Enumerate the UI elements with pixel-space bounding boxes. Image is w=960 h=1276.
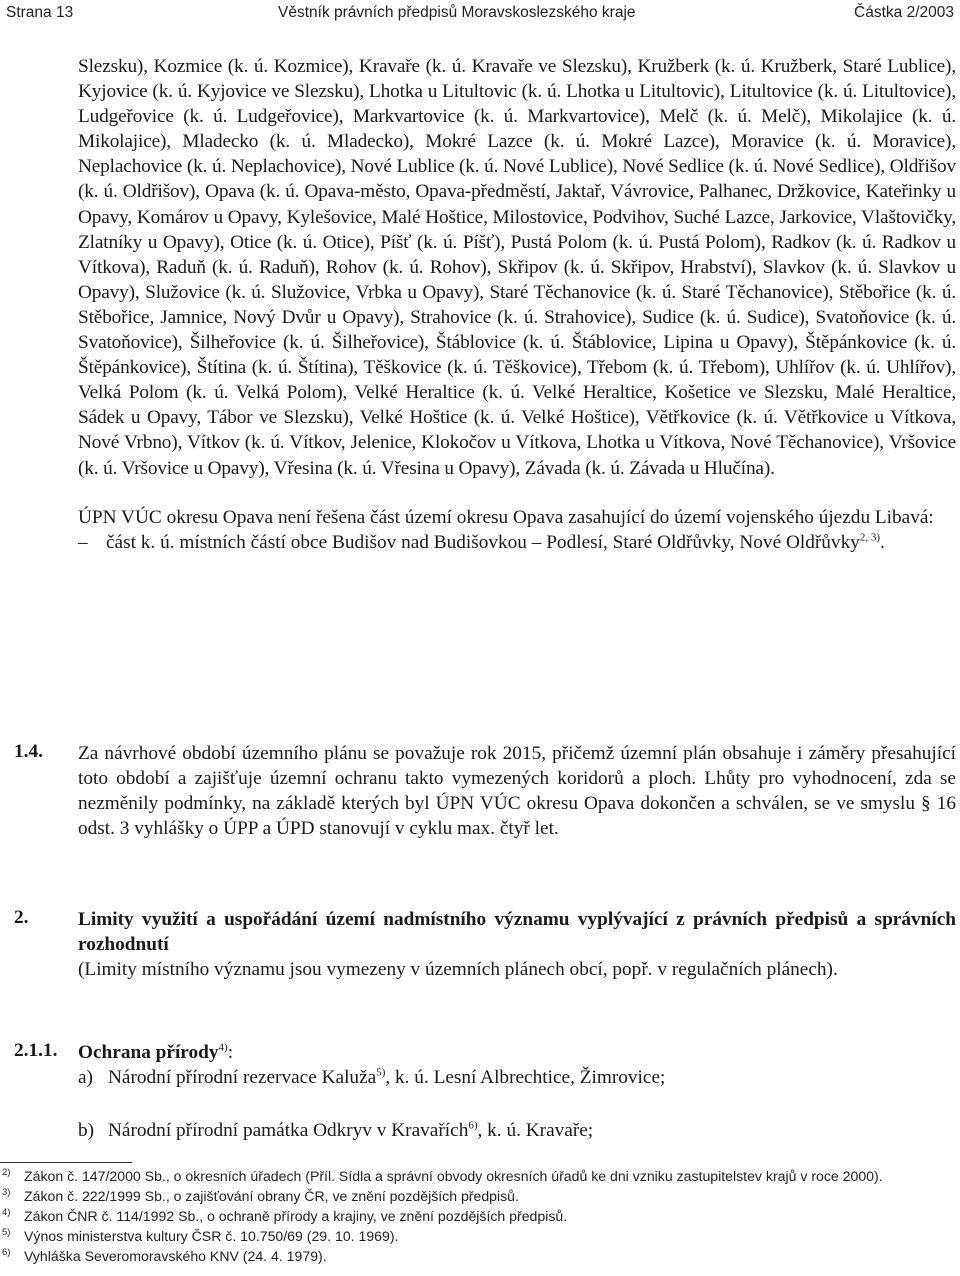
footnote-ref: 2, 3) <box>859 531 881 544</box>
footnote-item <box>0 1166 960 1186</box>
section-number: 2. <box>14 907 29 928</box>
footnote-item <box>0 1246 960 1266</box>
footnote-mark: 6) <box>2 1247 11 1258</box>
footnote-ref: 5) <box>376 1066 386 1079</box>
section-title-text: Ochrana přírody <box>78 1042 219 1063</box>
footnote-text: Zákon č. 147/2000 Sb., o okresních úřadech (Příl. Sídla a správní obvody okresních úřadů ke dni vzniku zastupitelstev krajů v roce 2000). <box>24 1168 883 1184</box>
footnotes <box>0 1166 960 1266</box>
paragraph-military-area: ÚPN VÚC okresu Opava není řešena část území okresu Opava zasahující do území vojenského újezdu Libavá: <box>78 506 934 528</box>
list-item-tail: , k. ú. Kravaře; <box>477 1120 594 1142</box>
list-item-marker: a) <box>78 1067 93 1089</box>
footnote-text: Zákon ČNR č. 114/1992 Sb., o ochraně přírody a krajiny, ve znění pozdějších předpisů. <box>24 1208 568 1224</box>
main-text <box>78 54 956 555</box>
section-2-note: (Limity místního významu jsou vymezeny v územních plánech obcí, popř. v regulačních plánech). <box>78 959 838 981</box>
dash-marker: – <box>78 531 88 553</box>
footnote-mark: 2) <box>2 1167 11 1178</box>
footnote-item <box>0 1226 960 1246</box>
list-item-text: Národní přírodní rezervace Kaluža <box>108 1067 377 1089</box>
section-number: 2.1.1. <box>14 1040 58 1061</box>
page-header <box>6 4 954 30</box>
section-2-1-1-title <box>78 1040 956 1065</box>
footnote-ref: 4) <box>218 1041 228 1054</box>
dash-item-tail: . <box>880 531 885 553</box>
footnote-text: Zákon č. 222/1999 Sb., o zajišťování obrany ČR, ve znění pozdějších předpisů. <box>24 1188 519 1204</box>
list-item-tail: , k. ú. Lesní Albrechtice, Žimrovice; <box>385 1067 666 1089</box>
footnote-mark: 3) <box>2 1187 11 1198</box>
list-item-marker: b) <box>78 1120 95 1142</box>
header-journal-title: Věstník právních předpisů Moravskoslezského kraje <box>278 4 636 21</box>
list-item-b <box>78 1118 956 1143</box>
footnote-item <box>0 1186 960 1206</box>
section-2-title: Limity využití a uspořádání území nadmístního významu vyplývající z právních předpisů a správních rozhodnutí <box>78 909 956 956</box>
footnote-text: Vyhláška Severomoravského KNV (24. 4. 1979). <box>24 1248 327 1264</box>
dash-item-text: část k. ú. místních částí obce Budišov nad Budišovkou – Podlesí, Staré Oldřůvky, Nové Oldřůvky <box>106 531 860 553</box>
header-page-number: Strana 13 <box>6 4 74 21</box>
footnote-mark: 5) <box>2 1227 11 1238</box>
footnote-mark: 4) <box>2 1207 11 1218</box>
dash-list-item <box>78 530 956 555</box>
list-item-a <box>78 1065 956 1090</box>
section-title-tail: : <box>227 1042 234 1063</box>
header-issue-number: Částka 2/2003 <box>854 4 954 21</box>
footnote-divider <box>0 1162 132 1163</box>
footnote-ref: 6) <box>468 1119 478 1132</box>
paragraph-municipality-list: Slezsku), Kozmice (k. ú. Kozmice), Kravaře (k. ú. Kravaře ve Slezsku), Kružberk (k. ú. Kružberk, Staré Lublice), Kyjovice (k. ú. Kyjovice ve Slezsku), Lhotka u Litultovic (k. ú. Lhotka u Litultovic), Litultovice (k. ú. Litultovice), Ludgeřovice (k. ú. Ludgeřovice), Markvartovice (k. ú. Markvartovice), Melč (k. ú. Melč), Mikolajice (k. ú. Mikolajice), Mladecko (k. ú. Mladecko), Mokré Lazce (k. ú. Mokré Lazce), Moravice (k. ú. Moravice), Neplachovice (k. ú. Neplachovice), Nové Lublice (k. ú. Nové Lublice), Nové Sedlice (k. ú. Nové Sedlice), Oldřišov (k. ú. Oldřišov), Opava (k. ú. Opava-město, Opava-předměstí, Jaktař, Vávrovice, Palhanec, Držkovice, Kateřinky u Opavy, Komárov u Opavy, Kylešovice, Malé Hoštice, Milostovice, Podvihov, Suché Lazce, Jarkovice, Vlaštovičky, Zlatníky u Opavy), Otice (k. ú. Otice), Píšť (k. ú. Píšť), Pustá Polom (k. ú. Pustá Polom), Radkov (k. ú. Radkov u Vítkova), Raduň (k. ú. Raduň), Rohov (k. ú. Rohov), Skřipov (k. ú. Skřipov, Hrabství), Slavkov (k. ú. Slavkov u Opavy), Služovice (k. ú. Služovice, Vrbka u Opavy), Staré Těchanovice (k. ú. Staré Těchanovice), Stěbořice (k. ú. Stěbořice, Jamnice, Nový Dvůr u Opavy), Strahovice (k. ú. Strahovice), Sudice (k. ú. Sudice), Svatoňovice (k. ú. Svatoňovice), Šilheřovice (k. ú. Šilheřovice), Štáblovice (k. ú. Štáblovice, Lipina u Opavy), Štěpánkovice (k. ú. Štěpánkovice), Štítina (k. ú. Štítina), Těškovice (k. ú. Těškovice), Třebom (k. ú. Třebom), Uhlířov (k. ú. Uhlířov), Velká Polom (k. ú. Velká Polom), Velké Heraltice (k. ú. Velké Heraltice, Košetice ve Slezsku, Malé Heraltice, Sádek u Opavy, Tábor ve Slezsku), Velké Hoštice (k. ú. Velké Hoštice), Větřkovice (k. ú. Větřkovice u Vítkova, Nové Vrbno), Vítkov (k. ú. Vítkov, Jelenice, Klokočov u Vítkova, Lhotka u Vítkova, Nové Těchanovice), Vršovice (k. ú. Vršovice u Opavy), Vřesina (k. ú. Vřesina u Opavy), Závada (k. ú. Závada u Hlučína). <box>78 56 956 479</box>
footnote-text: Výnos ministerstva kultury ČSR č. 10.750/69 (29. 10. 1969). <box>24 1228 399 1244</box>
footnote-item <box>0 1206 960 1226</box>
list-item-text: Národní přírodní památka Odkryv v Kravařích <box>108 1120 469 1142</box>
section-number: 1.4. <box>14 741 43 762</box>
section-1-4-text: Za návrhové období územního plánu se považuje rok 2015, přičemž územní plán obsahuje i záměry přesahující toto období a zajišťuje územní ochranu takto vymezených koridorů a ploch. Lhůty pro vyhodnocení, zda se nezměnily podmínky, na základě kterých byl ÚPN VÚC okresu Opava dokončen a schválen, se ve smyslu § 16 odst. 3 vyhlášky o ÚPP a ÚPD stanovují v cyklu max. čtyř let. <box>78 743 956 840</box>
